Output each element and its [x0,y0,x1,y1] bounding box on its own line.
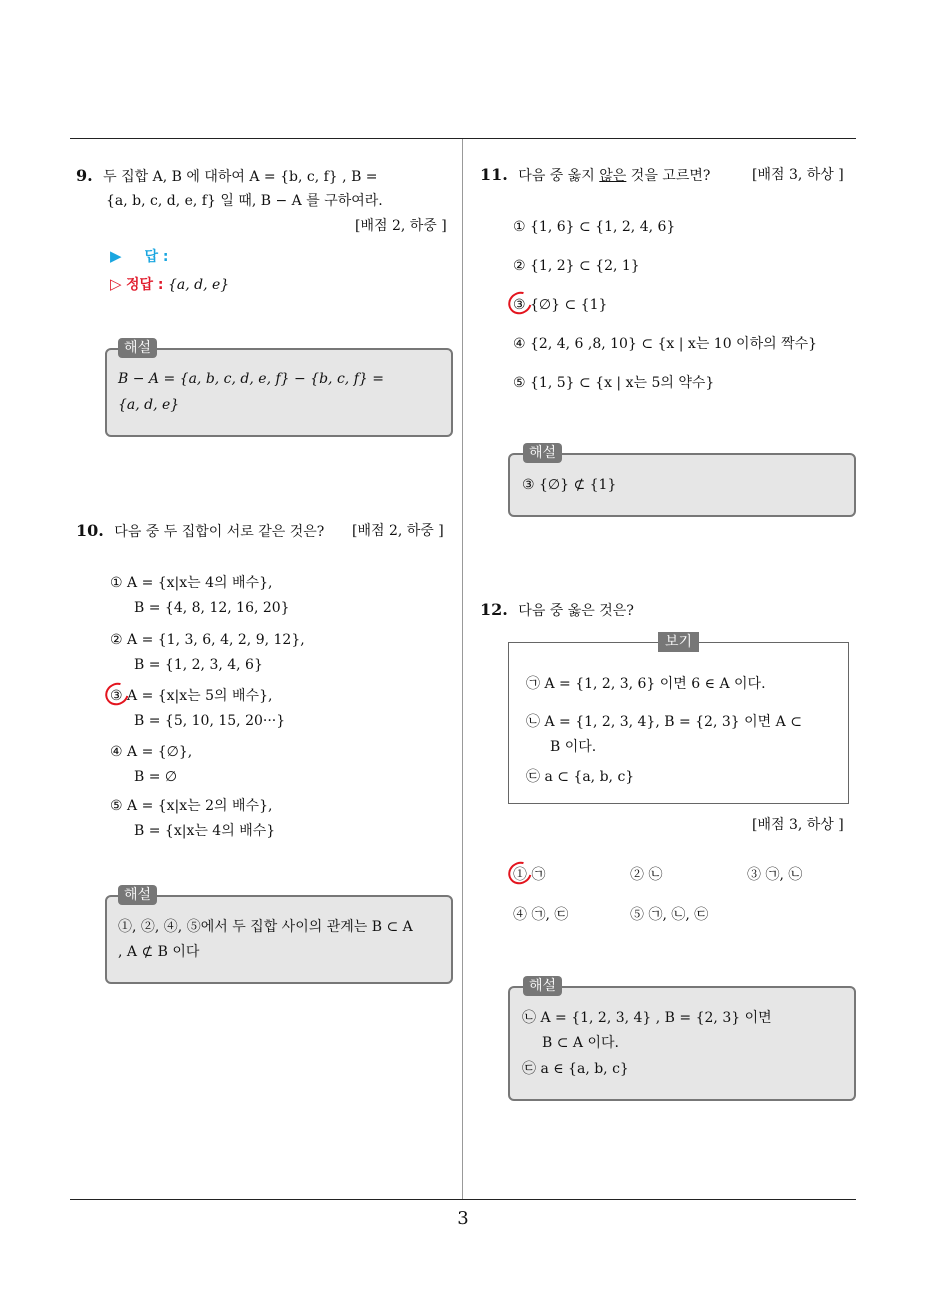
page-number: 3 [457,1208,469,1229]
option-2[interactable]: ② A = {1, 3, 6, 4, 2, 9, 12}, [110,632,305,648]
option-4[interactable]: ④ {2, 4, 6 ,8, 10} ⊂ {x | x는 10 이하의 짝수} [513,336,818,352]
triangle-outline-icon: ▷ [110,275,122,293]
option-5[interactable]: ⑤ A = {x|x는 2의 배수}, [110,798,273,814]
column-divider [462,139,463,1199]
top-rule [70,138,856,139]
score-label: [배점 2, 하중 ] [355,218,447,234]
option-4-cont: B = ∅ [134,769,178,785]
question-text: 두 집합 A, B 에 대하여 A = {b, c, f} , B = [103,169,378,185]
bogi-item-cont: B 이다. [550,739,597,755]
question-number: 10. [76,521,104,540]
question-text: 다음 중 두 집합이 서로 같은 것은? [114,524,325,540]
question-text-cont: {a, b, c, d, e, f} 일 때, B − A 를 구하여라. [106,193,383,209]
answer-row [110,246,168,267]
correct-answer-label: 정답 : [126,277,164,293]
option-1[interactable]: ① A = {x|x는 4의 배수}, [110,575,273,591]
explanation-tag: 해설 [523,976,562,996]
option-4[interactable]: ④ A = {∅}, [110,744,193,760]
answer-label: 답 : [144,249,169,265]
play-icon: ▶ [110,247,122,265]
question-text: 다음 중 옳은 것은? [518,603,634,619]
explanation-line: B ⊂ A 이다. [542,1035,619,1051]
explanation-line: ㉡ A = {1, 2, 3, 4} , B = {2, 3} 이면 [522,1010,772,1026]
option-3[interactable]: ③ A = {x|x는 5의 배수}, [110,688,273,704]
question-text: 다음 중 옳지 [518,168,600,184]
question-emphasis: 않은 [599,168,627,184]
explanation-line: ①, ②, ④, ⑤에서 두 집합 사이의 관계는 B ⊂ A [118,919,413,935]
explanation-line: ③ {∅} ⊄ {1} [522,477,617,493]
option-2[interactable]: ② {1, 2} ⊂ {2, 1} [513,258,640,274]
correct-answer-row [110,274,229,295]
option-3[interactable]: ③ {∅} ⊂ {1} [513,297,608,313]
explanation-line: , A ⊄ B 이다 [118,944,200,960]
score-label: [배점 3, 하상 ] [752,167,844,183]
option-3-cont: B = {5, 10, 15, 20···} [134,713,286,729]
bogi-tag: 보기 [658,632,699,652]
option-4[interactable]: ④ ㉠, ㉢ [513,907,569,923]
correct-answer-value: {a, d, e} [167,277,230,293]
explanation-line: {a, d, e} [118,397,180,413]
question-text-end: 것을 고르면? [626,168,711,184]
bogi-item: ㉢ a ⊂ {a, b, c} [526,769,635,785]
option-2[interactable]: ② ㉡ [630,867,663,883]
option-1-cont: B = {4, 8, 12, 16, 20} [134,600,290,616]
option-5[interactable]: ⑤ {1, 5} ⊂ {x | x는 5의 약수} [513,375,715,391]
explanation-line: B − A = {a, b, c, d, e, f} − {b, c, f} = [118,371,384,387]
option-1[interactable]: ① ㉠ [513,867,546,883]
explanation-line: ㉢ a ∈ {a, b, c} [522,1061,629,1077]
option-2-cont: B = {1, 2, 3, 4, 6} [134,657,263,673]
question-number: 9. [76,166,93,185]
explanation-tag: 해설 [118,338,157,358]
explanation-tag: 해설 [118,885,157,905]
bogi-item: ㉠ A = {1, 2, 3, 6} 이면 6 ∈ A 이다. [526,676,766,692]
option-1[interactable]: ① {1, 6} ⊂ {1, 2, 4, 6} [513,219,676,235]
bogi-item: ㉡ A = {1, 2, 3, 4}, B = {2, 3} 이면 A ⊂ [526,714,802,730]
explanation-tag: 해설 [523,443,562,463]
option-3[interactable]: ③ ㉠, ㉡ [747,867,803,883]
bottom-rule [70,1199,856,1200]
option-5[interactable]: ⑤ ㉠, ㉡, ㉢ [630,907,709,923]
score-label: [배점 3, 하상 ] [752,817,844,833]
question-number: 12. [480,600,508,619]
option-5-cont: B = {x|x는 4의 배수} [134,823,276,839]
question-number: 11. [480,165,508,184]
score-label: [배점 2, 하중 ] [352,523,444,539]
